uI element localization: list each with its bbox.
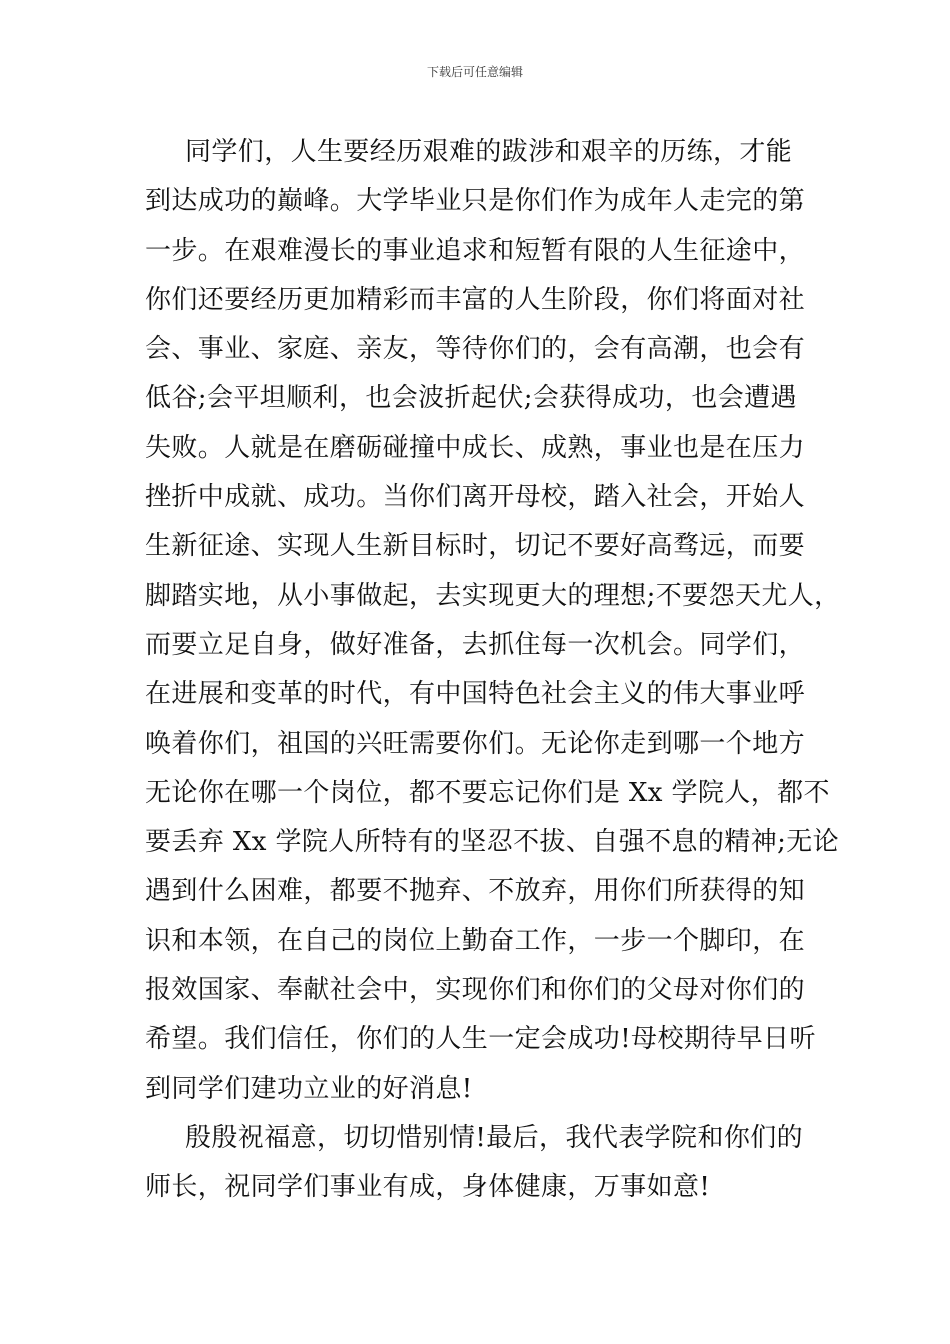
text-line: 你们还要经历更加精彩而丰富的人生阶段，你们将面对社 <box>145 284 806 315</box>
text-line: 生新征途、实现人生新目标时，切记不要好高骛远，而要 <box>145 531 806 562</box>
text-line: 同学们，人生要经历艰难的跋涉和艰辛的历练，才能 <box>185 137 793 167</box>
text-line: 低谷;会平坦顺利，也会波折起伏;会获得成功，也会遭遇 <box>145 383 797 414</box>
paragraph-2 <box>145 1114 820 1213</box>
text-line: 在进展和变革的时代，有中国特色社会主义的伟大事业呼 <box>145 679 806 710</box>
page-header: 下载后可任意编辑 <box>426 65 523 79</box>
text-line: 一步。在艰难漫长的事业追求和短暂有限的人生征途中， <box>145 235 806 266</box>
text-line: 要丢弃 Xx 学院人所特有的坚忍不拔、自强不息的精神;无论 <box>145 827 840 858</box>
text-line: 失败。人就是在磨砺碰撞中成长、成熟，事业也是在压力 <box>145 432 806 463</box>
text-line: 殷殷祝福意，切切惜别情!最后，我代表学院和你们的 <box>185 1122 804 1153</box>
text-line: 唤着你们，祖国的兴旺需要你们。无论你走到哪一个地方 <box>145 728 806 759</box>
text-line: 希望。我们信任，你们的人生一定会成功!母校期待早日听 <box>145 1024 816 1055</box>
text-line: 到达成功的巅峰。大学毕业只是你们作为成年人走完的第 <box>145 186 806 217</box>
paragraph-1 <box>145 128 841 1114</box>
text-line: 师长，祝同学们事业有成，身体健康，万事如意! <box>145 1172 711 1203</box>
text-line: 会、事业、家庭、亲友，等待你们的，会有高潮，也会有 <box>145 334 806 365</box>
text-line: 脚踏实地，从小事做起，去实现更大的理想;不要怨天尤人， <box>145 580 841 611</box>
text-line: 而要立足自身，做好准备，去抓住每一次机会。同学们， <box>145 629 806 660</box>
text-line: 遇到什么困难，都要不抛弃、不放弃，用你们所获得的知 <box>145 876 806 907</box>
text-line: 到同学们建功立业的好消息! <box>145 1073 473 1104</box>
text-line: 挫折中成就、成功。当你们离开母校，踏入社会，开始人 <box>145 482 806 513</box>
text-line: 报效国家、奉献社会中，实现你们和你们的父母对你们的 <box>145 975 806 1006</box>
document-body <box>145 128 841 1213</box>
text-line: 识和本领，在自己的岗位上勤奋工作，一步一个脚印，在 <box>145 925 806 956</box>
text-line: 无论你在哪一个岗位，都不要忘记你们是 Xx 学院人，都不 <box>145 777 830 808</box>
